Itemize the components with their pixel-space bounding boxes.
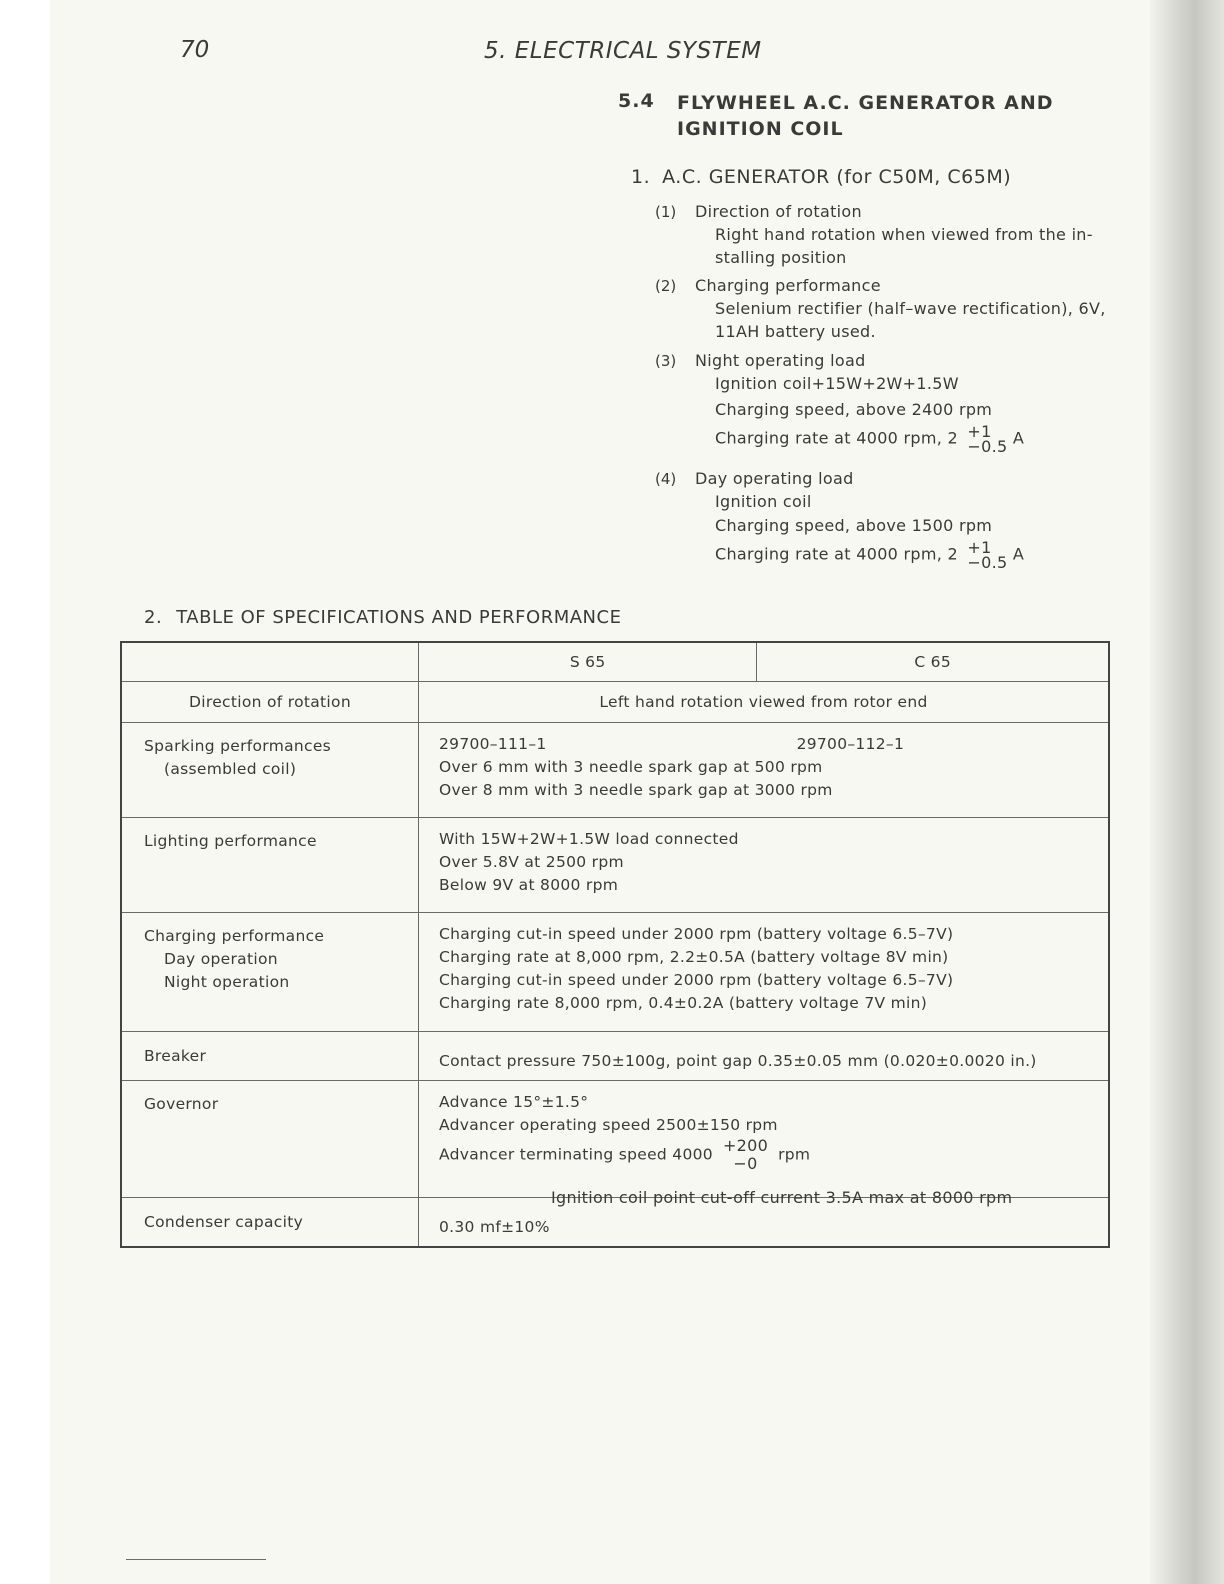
item-3-number: (3) [655, 352, 677, 370]
item-3-line-1: Ignition coil+15W+2W+1.5W [715, 374, 959, 393]
part-number-c65: 29700–112–1 [796, 735, 905, 753]
header-s65: S 65 [419, 642, 757, 682]
item-3-title: Night operating load [695, 351, 866, 370]
section-title: FLYWHEEL A.C. GENERATOR AND IGNITION COIL [677, 92, 1054, 140]
tolerance: +1 −0.5 [967, 422, 1008, 456]
item-2-title: Charging performance [695, 276, 881, 295]
subsection-2-title: TABLE OF SPECIFICATIONS AND PERFORMANCE [176, 607, 622, 628]
item-1-number: (1) [655, 203, 677, 221]
chapter-title: 5. ELECTRICAL SYSTEM [484, 38, 762, 64]
section-number: 5.4 [618, 90, 655, 112]
row-label-breaker: Breaker [121, 1032, 419, 1081]
item-4-line-1: Ignition coil [715, 492, 812, 511]
item-2-line-2: 11AH battery used. [715, 322, 876, 341]
header-blank-cell [121, 642, 419, 682]
item-4-number: (4) [655, 470, 677, 488]
table-header-row [121, 642, 1109, 682]
row-value-lighting: With 15W+2W+1.5W load connected Over 5.8V at 2500 rpm Below 9V at 8000 rpm [419, 818, 1110, 913]
footnote: Ignition coil point cut-off current 3.5A max at 8000 rpm [551, 1188, 1013, 1207]
item-1-line-1: Right hand rotation when viewed from the in- [715, 225, 1093, 244]
subsection-1-number: 1. [631, 166, 651, 188]
item-1-line-2: stalling position [715, 248, 847, 267]
row-label-governor: Governor [121, 1081, 419, 1198]
tolerance: +200 −0 [722, 1136, 769, 1173]
row-label-charging: Charging performance Day operation Night operation [121, 913, 419, 1032]
item-2-number: (2) [655, 277, 677, 295]
row-value-direction: Left hand rotation viewed from rotor end [419, 682, 1110, 723]
table-row [121, 913, 1109, 1032]
item-2-line-1: Selenium rectifier (half–wave rectification), 6V, [715, 299, 1106, 318]
row-label-condenser: Condenser capacity [121, 1198, 419, 1248]
item-3-charging-rate: Charging rate at 4000 rpm, 2 +1 −0.5 A [715, 422, 1025, 456]
item-4-title: Day operating load [695, 469, 854, 488]
tolerance: +1 −0.5 [967, 538, 1008, 572]
item-3-line-2: Charging speed, above 2400 rpm [715, 400, 993, 419]
page-edge-shadow [1150, 0, 1224, 1584]
table-row [121, 723, 1109, 818]
header-c65: C 65 [757, 642, 1109, 682]
row-value-condenser: 0.30 mf±10% [419, 1198, 1110, 1248]
row-value-charging: Charging cut-in speed under 2000 rpm (battery voltage 6.5–7V) Charging rate at 8,000 rpm, 2.2±0.5A (battery voltage 8V min) Charging cut-in speed under 2000 rpm (battery voltage 6.5–7V) Charging rate 8,000 rpm, 0.4±0.2A (battery voltage 7V min) [419, 913, 1110, 1032]
row-label-sparking: Sparking performances (assembled coil) [121, 723, 419, 818]
part-number-s65: 29700–111–1 [439, 735, 547, 753]
table-row [121, 1081, 1109, 1198]
table-row [121, 1032, 1109, 1081]
subsection-1-heading [631, 166, 1011, 188]
row-label-direction: Direction of rotation [121, 682, 419, 723]
row-value-governor: Advance 15°±1.5° Advancer operating speed 2500±150 rpm Advancer terminating speed 4000 +200 −0 rpm [419, 1081, 1110, 1198]
table-row [121, 818, 1109, 913]
table-row [121, 682, 1109, 723]
row-value-sparking: 29700–111–1 29700–112–1 Over 6 mm with 3 needle spark gap at 500 rpm Over 8 mm with 3 needle spark gap at 3000 rpm [419, 723, 1110, 818]
subsection-2-number: 2. [144, 607, 163, 628]
row-label-lighting: Lighting performance [121, 818, 419, 913]
item-4-line-2: Charging speed, above 1500 rpm [715, 516, 993, 535]
blue-underline-mark [126, 1559, 266, 1560]
spec-table [120, 641, 1110, 1248]
subsection-2-heading [144, 607, 621, 628]
row-value-breaker: Contact pressure 750±100g, point gap 0.35±0.05 mm (0.020±0.0020 in.) [419, 1032, 1110, 1081]
subsection-1-title: A.C. GENERATOR (for C50M, C65M) [662, 166, 1012, 188]
item-1-title: Direction of rotation [695, 202, 862, 221]
item-4-charging-rate: Charging rate at 4000 rpm, 2 +1 −0.5 A [715, 538, 1025, 572]
page-number: 70 [180, 37, 210, 63]
